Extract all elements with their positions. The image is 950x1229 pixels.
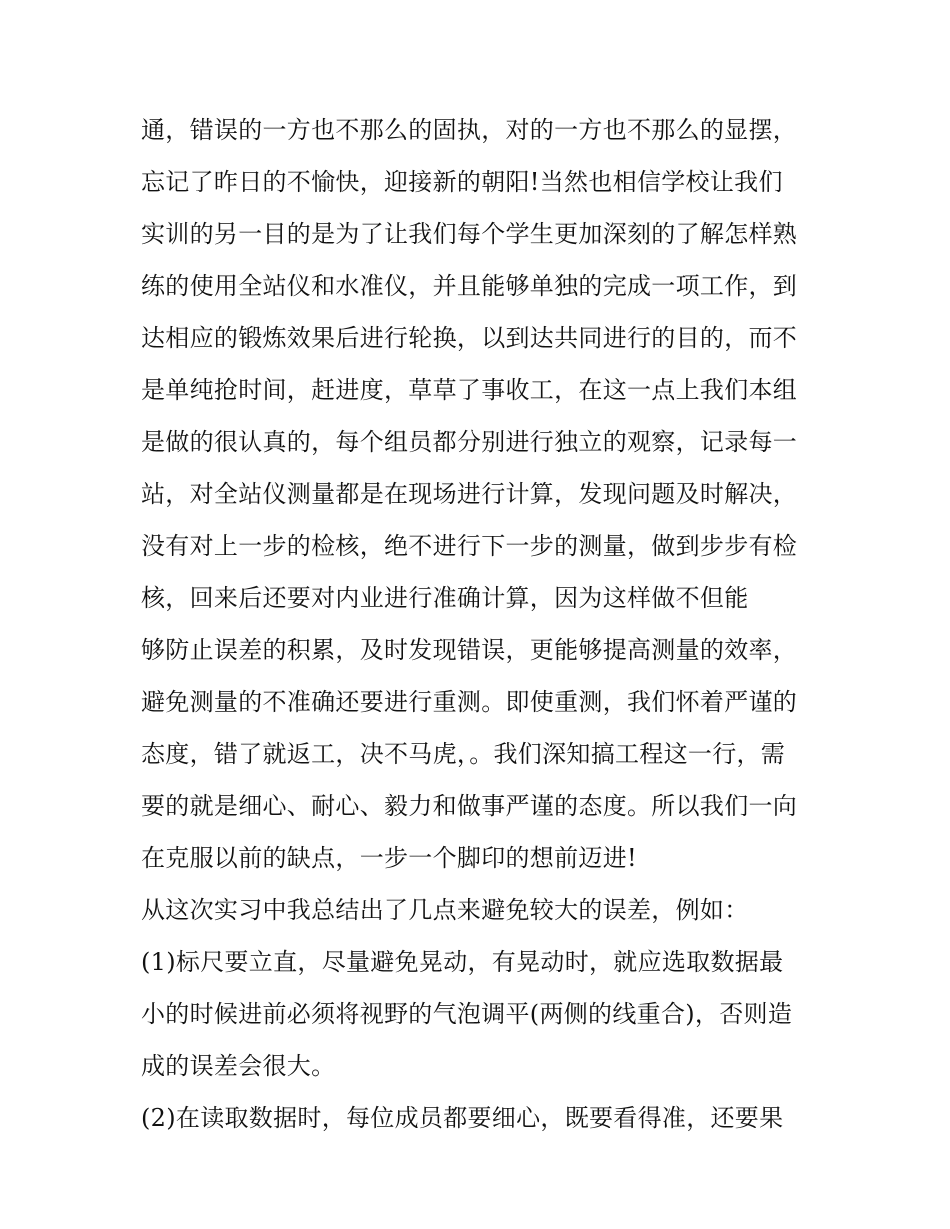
- text-line: 站，对全站仪测量都是在现场进行计算，发现问题及时解决，: [141, 480, 798, 508]
- text-line: 练的使用全站仪和水准仪，并且能够单独的完成一项工作，到: [141, 272, 798, 300]
- text-line: 是单纯抢时间，赶进度，草草了事收工，在这一点上我们本组: [141, 376, 798, 404]
- body-text: [141, 104, 821, 1144]
- text-line: 核，回来后还要对内业进行准确计算，因为这样做不但能: [141, 584, 749, 612]
- text-line: 要的就是细心、耐心、毅力和做事严谨的态度。所以我们一向: [141, 792, 798, 820]
- text-line: 没有对上一步的检核，绝不进行下一步的测量，做到步步有检: [141, 532, 798, 560]
- text-line: 避免测量的不准确还要进行重测。即使重测，我们怀着严谨的: [141, 688, 798, 716]
- text-line: 忘记了昨日的不愉快，迎接新的朝阳!当然也相信学校让我们: [141, 168, 783, 196]
- text-line: 小的时候进前必须将视野的气泡调平(两侧的线重合)，否则造: [141, 1000, 793, 1028]
- text-line: (1)标尺要立直，尽量避免晃动，有晃动时，就应选取数据最: [141, 948, 784, 976]
- text-line: 实训的另一目的是为了让我们每个学生更加深刻的了解怎样熟: [141, 220, 798, 248]
- text-line: 成的误差会很大。: [141, 1052, 336, 1080]
- text-line: 是做的很认真的，每个组员都分别进行独立的观察，记录每一: [141, 428, 798, 456]
- text-line: 够防止误差的积累，及时发现错误，更能够提高测量的效率，: [141, 636, 798, 664]
- text-line: 达相应的锻炼效果后进行轮换，以到达共同进行的目的，而不: [141, 324, 798, 352]
- text-line: 在克服以前的缺点，一步一个脚印的想前迈进!: [141, 844, 637, 872]
- text-line: (2)在读取数据时，每位成员都要细心，既要看得准，还要果: [141, 1104, 784, 1132]
- text-line: 态度，错了就返工，决不马虎，。我们深知搞工程这一行，需: [141, 740, 786, 768]
- text-line: 通，错误的一方也不那么的固执，对的一方也不那么的显摆，: [141, 116, 798, 144]
- text-line: 从这次实习中我总结出了几点来避免较大的误差，例如：: [141, 896, 749, 924]
